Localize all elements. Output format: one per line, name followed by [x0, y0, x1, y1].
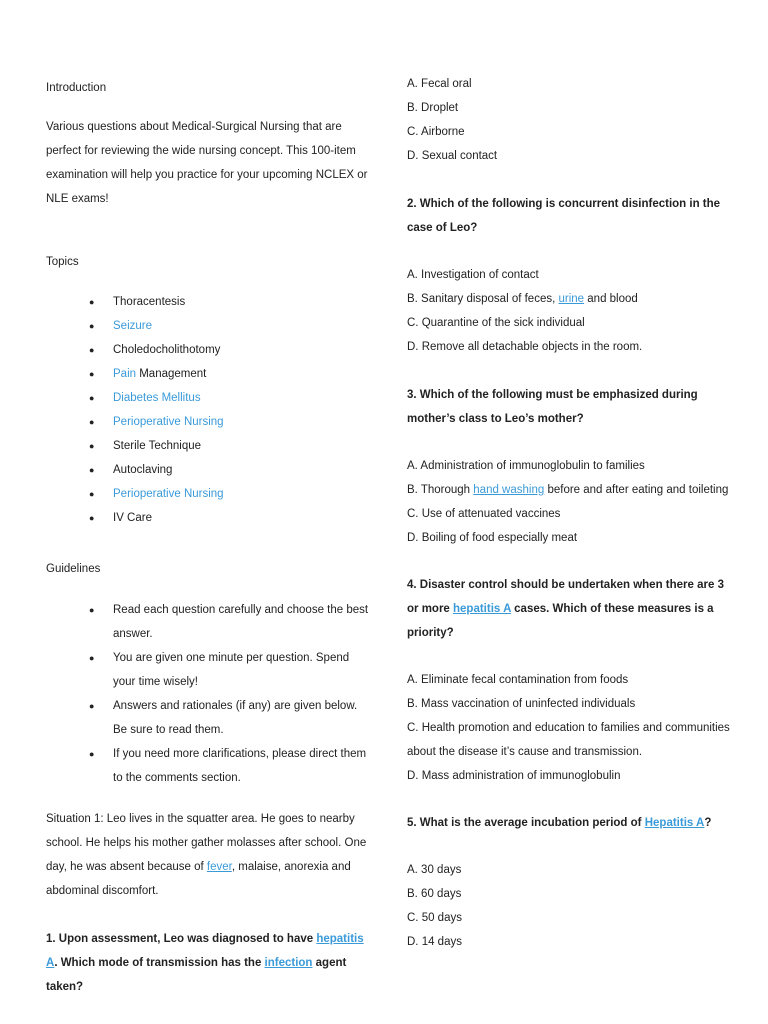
bullet-icon: ●	[89, 605, 95, 615]
option-b: B. Thorough hand washing before and after eating and toileting	[407, 484, 729, 496]
left-column	[46, 0, 371, 999]
topics-heading: Topics	[46, 256, 79, 268]
q5-options	[407, 858, 737, 954]
fever-link[interactable]: fever	[206, 861, 232, 873]
list-item: ● Thoracentesis	[46, 290, 371, 314]
option-a: A. Investigation of contact	[407, 269, 539, 281]
topic-link-pain[interactable]: Pain	[113, 368, 137, 380]
list-item: ● Answers and rationales (if any) are given below. Be sure to read them.	[46, 694, 371, 742]
list-item	[46, 482, 371, 506]
option-a: A. Fecal oral	[407, 78, 472, 90]
list-item: ● Pain Management	[46, 362, 371, 386]
option-c: C. 50 days	[407, 912, 462, 924]
bullet-icon: ●	[89, 749, 95, 759]
question-3: 3. Which of the following must be emphasized during mother’s class to Leo’s mother?	[407, 389, 698, 425]
bullet-icon: ●	[89, 321, 95, 331]
list-item: ● Read each question carefully and choose the best answer.	[46, 598, 371, 646]
option-d: D. Sexual contact	[407, 150, 498, 162]
intro-heading: Introduction	[46, 82, 107, 94]
q2-options	[407, 263, 737, 359]
topic-link-perioperative-2[interactable]: Perioperative Nursing	[113, 488, 224, 500]
option-c: C. Quarantine of the sick individual	[407, 317, 585, 329]
option-b: B. 60 days	[407, 888, 462, 900]
question-5: 5. What is the average incubation period of Hepatitis A?	[407, 817, 712, 829]
topics-list	[46, 290, 371, 530]
hepatitis-a-link[interactable]: hepatitis A	[453, 603, 511, 615]
list-item: ● Autoclaving	[46, 458, 371, 482]
list-item	[46, 386, 371, 410]
bullet-icon: ●	[89, 369, 95, 379]
topic-link-diabetes[interactable]: Diabetes Mellitus	[113, 392, 201, 404]
topic-link-perioperative[interactable]: Perioperative Nursing	[113, 416, 224, 428]
right-column	[407, 0, 737, 954]
option-d: D. Mass administration of immunoglobulin	[407, 770, 621, 782]
option-b: B. Mass vaccination of uninfected individuals	[407, 698, 636, 710]
guidelines-list	[46, 598, 371, 790]
hand-washing-link[interactable]: hand washing	[473, 484, 545, 496]
bullet-icon: ●	[89, 701, 95, 711]
bullet-icon: ●	[89, 345, 95, 355]
question-4: 4. Disaster control should be undertaken when there are 3 or more hepatitis A cases. Which of these measures is a priority?	[407, 579, 724, 639]
option-b: B. Sanitary disposal of feces, urine and blood	[407, 293, 638, 305]
intro-text: Various questions about Medical-Surgical Nursing that are perfect for reviewing the wide nursing concept. This 100-item examination will help you practice for your upcoming NCLEX or NLE exams!	[46, 121, 368, 205]
bullet-icon: ●	[89, 465, 95, 475]
option-d: D. 14 days	[407, 936, 462, 948]
option-a: A. 30 days	[407, 864, 462, 876]
bullet-icon: ●	[89, 653, 95, 663]
option-b: B. Droplet	[407, 102, 459, 114]
option-d: D. Boiling of food especially meat	[407, 532, 578, 544]
option-c: C. Airborne	[407, 126, 465, 138]
list-item: ● IV Care	[46, 506, 371, 530]
list-item: ● If you need more clarifications, please direct them to the comments section.	[46, 742, 371, 790]
question-1: 1. Upon assessment, Leo was diagnosed to have hepatitis A. Which mode of transmission has the infection agent taken?	[46, 933, 364, 993]
list-item	[46, 410, 371, 434]
hepatitis-a-link[interactable]: hepatitis A	[46, 933, 364, 969]
option-d: D. Remove all detachable objects in the room.	[407, 341, 643, 353]
q4-options	[407, 668, 737, 788]
option-a: A. Administration of immunoglobulin to families	[407, 460, 645, 472]
infection-link[interactable]: infection	[264, 957, 313, 969]
bullet-icon: ●	[89, 297, 95, 307]
q3-options	[407, 454, 737, 550]
bullet-icon: ●	[89, 417, 95, 427]
list-item	[46, 314, 371, 338]
bullet-icon: ●	[89, 489, 95, 499]
topic-link-seizure[interactable]: Seizure	[113, 320, 152, 332]
option-a: A. Eliminate fecal contamination from foods	[407, 674, 629, 686]
bullet-icon: ●	[89, 393, 95, 403]
list-item: ● Choledocholithotomy	[46, 338, 371, 362]
list-item: ● You are given one minute per question. Spend your time wisely!	[46, 646, 371, 694]
situation-text: Situation 1: Leo lives in the squatter area. He goes to nearby school. He helps his mother gather molasses after school. One day, he was absent because of fever, malaise, anorexia and abdominal discomfort.	[46, 813, 367, 897]
option-c: C. Health promotion and education to families and communities about the disease it’s cause and transmission.	[407, 722, 730, 758]
bullet-icon: ●	[89, 513, 95, 523]
guidelines-heading: Guidelines	[46, 563, 101, 575]
hepatitis-a-link[interactable]: Hepatitis A	[644, 817, 705, 829]
list-item: ● Sterile Technique	[46, 434, 371, 458]
question-2: 2. Which of the following is concurrent disinfection in the case of Leo?	[407, 198, 721, 234]
option-c: C. Use of attenuated vaccines	[407, 508, 561, 520]
bullet-icon: ●	[89, 441, 95, 451]
urine-link[interactable]: urine	[558, 293, 585, 305]
q1-options	[407, 72, 737, 168]
